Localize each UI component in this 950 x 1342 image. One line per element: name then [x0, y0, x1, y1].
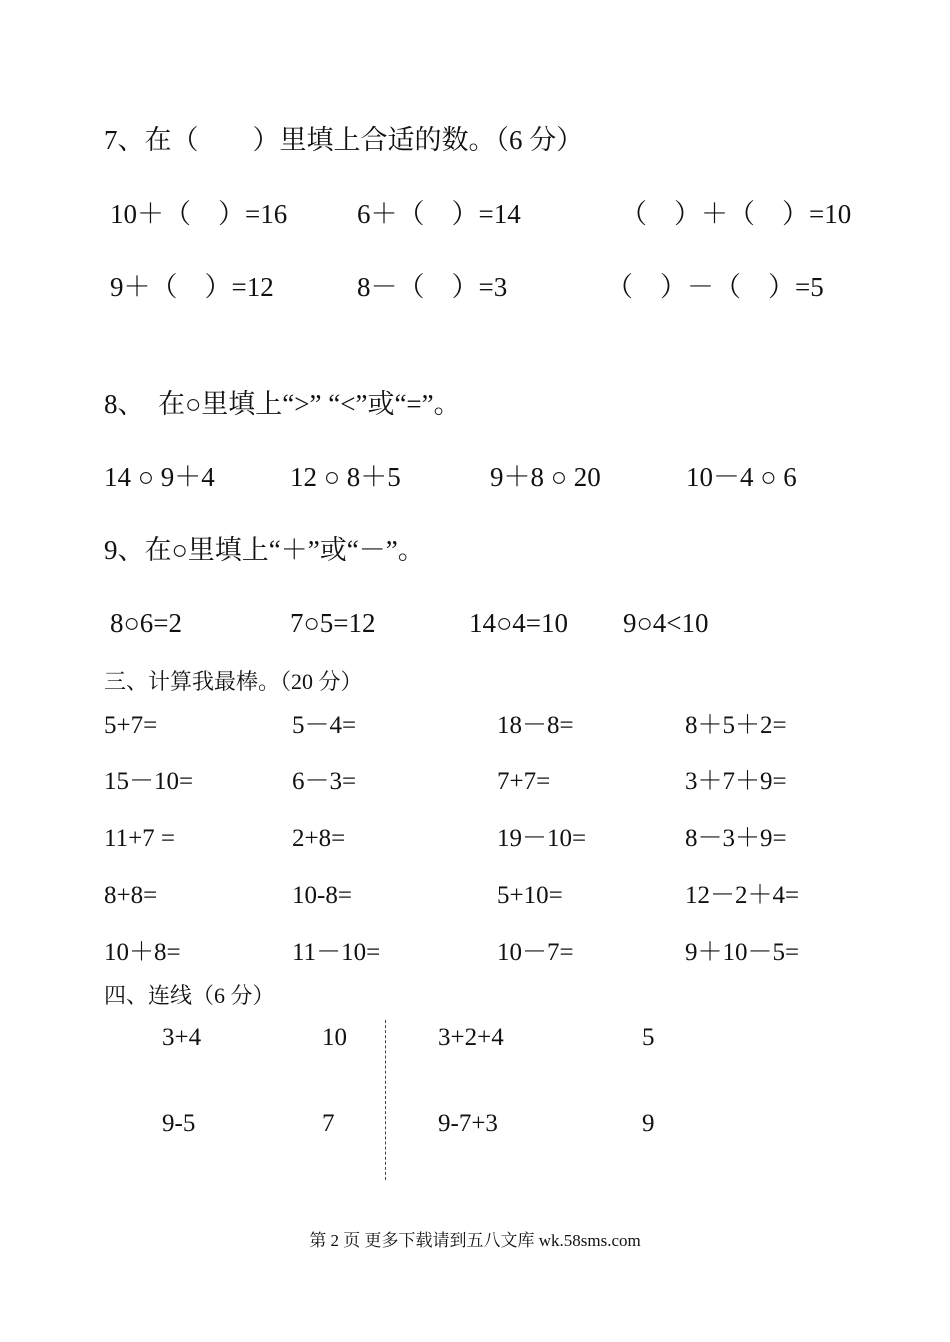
q7-item: （ ）－（ ）=5 — [606, 272, 824, 302]
q8-item: 9＋8 ○ 20 — [490, 462, 601, 492]
calc-item: 11－10= — [292, 939, 381, 966]
calc-item: 9＋10－5= — [685, 939, 800, 966]
calc-item: 10＋8= — [104, 939, 181, 966]
calc-item: 2+8= — [292, 825, 346, 852]
q8-item: 12 ○ 8＋5 — [290, 462, 401, 492]
match-expression: 9-5 — [162, 1110, 196, 1137]
q9-item: 8○6=2 — [110, 608, 183, 638]
match-answer: 5 — [642, 1024, 655, 1051]
q9-title: 9、在○里填上“＋”或“－”。 — [104, 535, 425, 565]
section4-title: 四、连线（6 分） — [104, 983, 275, 1008]
calc-item: 18－8= — [497, 712, 574, 739]
q8-title: 8、 在○里填上“>” “<”或“=”。 — [104, 389, 461, 419]
calc-item: 7+7= — [497, 768, 551, 795]
q9-item: 14○4=10 — [469, 608, 569, 638]
q7-item: （ ）＋（ ）=10 — [620, 199, 852, 229]
page-footer: 第 2 页 更多下载请到五八文库 wk.58sms.com — [309, 1231, 641, 1250]
calc-item: 6－3= — [292, 768, 357, 795]
calc-item: 10－7= — [497, 939, 574, 966]
q7-item: 9＋（ ）=12 — [110, 272, 274, 302]
calc-item: 5+10= — [497, 882, 563, 909]
calc-item: 3＋7＋9= — [685, 768, 787, 795]
q7-item: 8－（ ）=3 — [357, 272, 508, 302]
calc-item: 8+8= — [104, 882, 158, 909]
q9-item: 9○4<10 — [623, 608, 709, 638]
calc-item: 5－4= — [292, 712, 357, 739]
match-expression: 9-7+3 — [438, 1110, 498, 1137]
calc-item: 8－3＋9= — [685, 825, 787, 852]
q7-title: 7、在（ ）里填上合适的数。（6 分） — [104, 125, 584, 155]
match-answer: 10 — [322, 1024, 347, 1051]
q7-item: 6＋（ ）=14 — [357, 199, 521, 229]
calc-item: 19－10= — [497, 825, 587, 852]
q9-item: 7○5=12 — [290, 608, 376, 638]
q7-item: 10＋（ ）=16 — [110, 199, 288, 229]
match-expression: 3+2+4 — [438, 1024, 504, 1051]
match-expression: 3+4 — [162, 1024, 202, 1051]
calc-item: 5+7= — [104, 712, 158, 739]
q8-item: 10－4 ○ 6 — [686, 462, 797, 492]
calc-item: 15－10= — [104, 768, 194, 795]
section3-title: 三、计算我最棒。（20 分） — [104, 669, 363, 694]
calc-item: 8＋5＋2= — [685, 712, 787, 739]
match-answer: 7 — [322, 1110, 335, 1137]
calc-item: 10-8= — [292, 882, 352, 909]
match-answer: 9 — [642, 1110, 655, 1137]
dashed-divider — [385, 1020, 386, 1180]
q8-item: 14 ○ 9＋4 — [104, 462, 215, 492]
calc-item: 12－2＋4= — [685, 882, 800, 909]
calc-item: 11+7 = — [104, 825, 176, 852]
